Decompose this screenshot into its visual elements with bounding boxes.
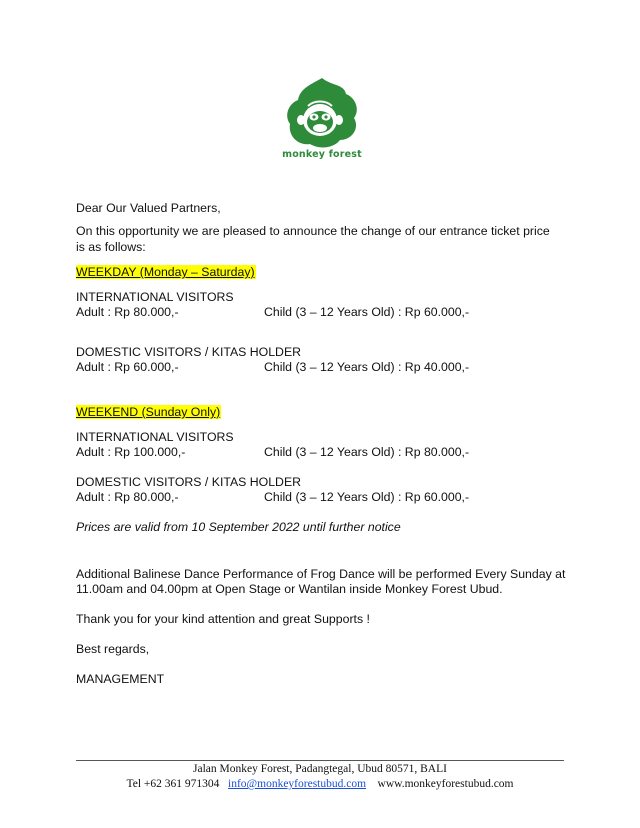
footer-divider (76, 760, 564, 761)
intro-line-2: is as follows: (76, 240, 146, 254)
weekday-international-child: Child (3 – 12 Years Old) : Rp 60.000,- (264, 305, 470, 319)
weekend-heading-text: WEEKEND (Sunday Only) (76, 405, 221, 419)
weekday-domestic-title: DOMESTIC VISITORS / KITAS HOLDER (76, 345, 302, 359)
weekend-domestic-child: Child (3 – 12 Years Old) : Rp 60.000,- (264, 490, 470, 504)
signature: MANAGEMENT (76, 672, 165, 686)
dance-line-2: 11.00am and 04.00pm at Open Stage or Wantilan inside Monkey Forest Ubud. (76, 582, 503, 596)
weekday-international-title: INTERNATIONAL VISITORS (76, 290, 234, 304)
weekday-international-adult: Adult : Rp 80.000,- (76, 305, 179, 319)
footer-tel: Tel +62 361 971304 (126, 778, 220, 790)
footer-website: www.monkeyforestubud.com (377, 778, 514, 790)
weekday-domestic-adult: Adult : Rp 60.000,- (76, 360, 179, 374)
weekend-domestic-adult: Adult : Rp 80.000,- (76, 490, 179, 504)
weekday-heading-text: WEEKDAY (Monday – Saturday) (76, 265, 255, 279)
validity-note: Prices are valid from 10 September 2022 until further notice (76, 520, 401, 534)
weekend-domestic-title: DOMESTIC VISITORS / KITAS HOLDER (76, 475, 302, 489)
weekday-domestic-child: Child (3 – 12 Years Old) : Rp 40.000,- (264, 360, 470, 374)
weekend-international-title: INTERNATIONAL VISITORS (76, 430, 234, 444)
weekend-international-child: Child (3 – 12 Years Old) : Rp 80.000,- (264, 445, 470, 459)
dance-line-1: Additional Balinese Dance Performance of Frog Dance will be performed Every Sunday at (76, 567, 566, 581)
footer-address: Jalan Monkey Forest, Padangtegal, Ubud 80571, BALI (193, 763, 447, 775)
thanks-line: Thank you for your kind attention and great Supports ! (76, 612, 370, 626)
weekend-international-adult: Adult : Rp 100.000,- (76, 445, 186, 459)
regards-line: Best regards, (76, 642, 150, 656)
footer-email-link[interactable]: info@monkeyforestubud.com (228, 778, 367, 790)
footer-contact (0, 778, 640, 790)
weekend-heading (76, 405, 221, 419)
weekday-heading (76, 265, 256, 279)
greeting: Dear Our Valued Partners, (76, 201, 221, 215)
intro-line-1: On this opportunity we are pleased to announce the change of our entrance ticket price (76, 224, 550, 238)
logo-text: monkey forest (282, 149, 362, 160)
